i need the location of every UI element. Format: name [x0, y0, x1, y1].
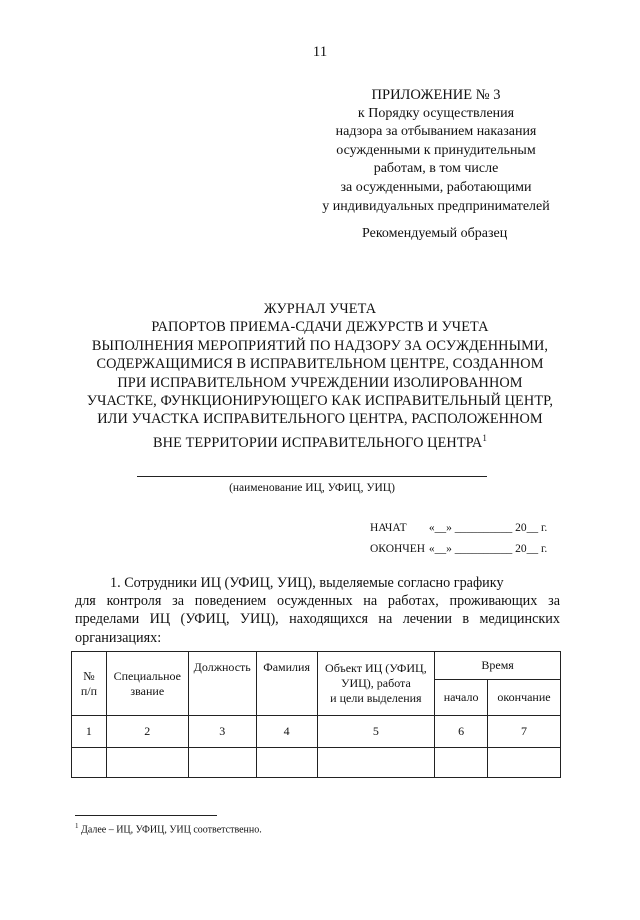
ended-value: «__» __________ 20__ г. — [428, 543, 548, 555]
footnote-reference: 1 — [482, 432, 487, 443]
page-number: 11 — [312, 44, 328, 60]
started-row — [370, 518, 547, 539]
header-rank — [106, 652, 188, 716]
journal-title-last: ВНЕ ТЕРРИТОРИИ ИСПРАВИТЕЛЬНОГО ЦЕНТРА — [153, 434, 483, 451]
header-object-line2: УИЦ), работа — [340, 676, 411, 690]
journal-title-line: ВЫПОЛНЕНИЯ МЕРОПРИЯТИЙ ПО НАДЗОРУ ЗА ОСУЖДЕННЫМИ, — [91, 337, 549, 354]
journal-title-line: РАПОРТОВ ПРИЕМА-СДАЧИ ДЕЖУРСТВ И УЧЕТА — [151, 319, 489, 336]
header-number-line2: п/п — [80, 683, 98, 698]
header-surname: Фамилия — [256, 652, 317, 716]
header-number — [72, 652, 107, 716]
name-underline — [137, 476, 487, 477]
header-object-line1: Объект ИЦ (УФИЦ, — [325, 661, 427, 675]
appendix-line: надзора за отбыванием наказания — [335, 124, 537, 140]
empty-cell — [256, 748, 317, 778]
paragraph-first-line: 1. Сотрудники ИЦ (УФИЦ, УИЦ), выделяемые согласно графику — [110, 575, 504, 591]
appendix-line: у индивидуальных предпринимателей — [322, 198, 550, 214]
column-number-cell: 6 — [435, 716, 488, 748]
footnote-mark: 1 — [75, 822, 79, 830]
header-object-line3: и цели выделения — [330, 691, 422, 705]
header-position: Должность — [188, 652, 256, 716]
column-number-cell: 3 — [188, 716, 256, 748]
paragraph-rest: для контроля за поведением осужденных на работах, проживающих за пределами ИЦ (УФИЦ, УИЦ), находящихся на лечении в медицинских организациях: — [75, 593, 560, 646]
dates-block — [370, 518, 547, 560]
sample-label: Рекомендуемый образец — [362, 226, 508, 241]
appendix-line: работам, в том числе — [373, 161, 499, 177]
journal-title-line: ИЛИ УЧАСТКА ИСПРАВИТЕЛЬНОГО ЦЕНТРА, РАСПОЛОЖЕННОМ — [97, 411, 543, 428]
empty-row — [72, 748, 561, 778]
column-number-cell: 7 — [488, 716, 561, 748]
journal-title-line: ЖУРНАЛ УЧЕТА — [263, 301, 377, 317]
column-number-cell: 4 — [256, 716, 317, 748]
appendix-block — [296, 86, 576, 216]
started-label: НАЧАТ — [370, 522, 407, 534]
journal-title — [40, 300, 600, 452]
footnote-separator — [75, 815, 217, 816]
empty-cell — [317, 748, 435, 778]
empty-cell — [435, 748, 488, 778]
appendix-line: осужденными к принудительным — [336, 142, 536, 158]
header-number-line1: № — [83, 668, 95, 683]
header-start: начало — [435, 680, 488, 716]
journal-title-line: ПРИ ИСПРАВИТЕЛЬНОМ УЧРЕЖДЕНИИ ИЗОЛИРОВАННОМ — [117, 374, 523, 391]
header-rank-line1: Специальное — [113, 668, 181, 683]
empty-cell — [72, 748, 107, 778]
empty-cell — [106, 748, 188, 778]
footnote-text: Далее – ИЦ, УФИЦ, УИЦ соответственно. — [81, 824, 262, 836]
appendix-line: за осужденными, работающими — [340, 179, 532, 195]
column-number-cell: 5 — [317, 716, 435, 748]
footnote — [75, 822, 262, 835]
started-value: «__» __________ 20__ г. — [428, 522, 548, 534]
journal-title-line — [40, 429, 600, 452]
journal-title-line: УЧАСТКЕ, ФУНКЦИОНИРУЮЩЕГО КАК ИСПРАВИТЕЛЬНЫЙ ЦЕНТР, — [86, 393, 554, 410]
ended-row — [370, 539, 547, 560]
name-caption: (наименование ИЦ, УФИЦ, УИЦ) — [229, 482, 395, 494]
appendix-title: ПРИЛОЖЕНИЕ № 3 — [371, 87, 501, 103]
column-number-cell: 1 — [72, 716, 107, 748]
empty-cell — [188, 748, 256, 778]
journal-title-line: СОДЕРЖАЩИМИСЯ В ИСПРАВИТЕЛЬНОМ ЦЕНТРЕ, СОЗДАННОМ — [96, 356, 544, 373]
header-object — [317, 652, 435, 716]
header-end: окончание — [488, 680, 561, 716]
header-rank-line2: звание — [130, 683, 165, 698]
paragraph-1 — [75, 574, 560, 647]
ended-label: ОКОНЧЕН — [370, 543, 426, 555]
header-time: Время — [435, 652, 561, 680]
appendix-line: к Порядку осуществления — [357, 105, 515, 121]
column-number-cell: 2 — [106, 716, 188, 748]
staff-table — [71, 651, 561, 778]
empty-cell — [488, 748, 561, 778]
